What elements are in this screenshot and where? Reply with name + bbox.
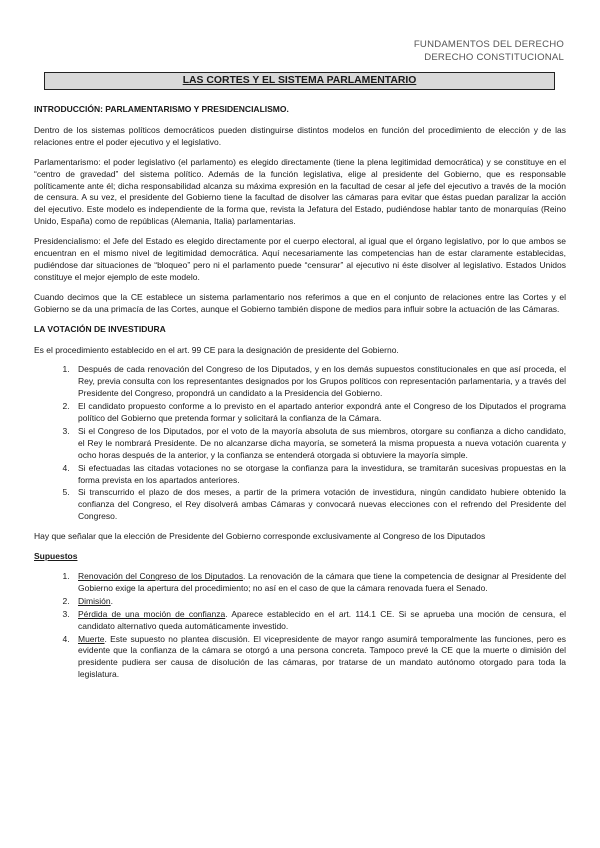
supuestos-list (34, 571, 566, 681)
supuesto-term: Renovación del Congreso de los Diputados (78, 571, 243, 581)
list-item (72, 609, 566, 633)
document-body (34, 104, 566, 689)
list-item: 1. Después de cada renovación del Congreso de los Diputados, y en los demás supuestos constitucionales en que así proceda, el Rey, previa consulta con los representantes designados por los Grupos políticos con representación parlamentaria, y a través del Presidente del Congreso, propondrá un candidato a la Presidencia del Gobierno. (72, 364, 566, 400)
supuestos-heading: Supuestos (34, 551, 78, 562)
list-item (72, 634, 566, 682)
investidura-heading: LA VOTACIÓN DE INVESTIDURA (34, 323, 166, 334)
presidencialismo-paragraph: Presidencialismo: el Jefe del Estado es elegido directamente por el cuerpo electoral, al igual que el órgano legislativo, por lo que ambos se encuentran en el mismo nivel de legitimidad democrática. Aquí necesariamente las competencias han de estar claramente establecidas, pudiéndose dar situaciones de “bloqueo” pero ni el parlamento puede “censurar” al ejecutivo ni éste disolver al legislativo. Estados Unidos constituye el mejor ejemplo de este modelo. (34, 236, 566, 282)
supuesto-text: . Aparece establecido en el art. 114.1 CE. Si se aprueba una moción de censura, el candidato alternativo queda automáticamente investido. (78, 608, 567, 631)
investidura-lead: Es el procedimiento establecido en el art. 99 CE para la designación de presidente del Gobierno. (34, 344, 399, 355)
running-header (414, 39, 564, 64)
supuesto-text: . La renovación de la cámara que tiene la competencia de designar al Presidente del Gobierno exige la apertura del procedimiento; no así en el caso de que la cámara renovada fuera el Senado. (78, 571, 566, 593)
page-title-box (44, 72, 555, 90)
intro-heading: INTRODUCCIÓN: PARLAMENTARISMO Y PRESIDENCIALISMO. (34, 104, 289, 114)
supuesto-term: Pérdida de una moción de confianza (78, 608, 226, 619)
header-subject: FUNDAMENTOS DEL DERECHO (413, 39, 564, 50)
supuesto-term: Dimisión (78, 595, 111, 606)
list-item: 5. Si transcurrido el plazo de dos meses, a partir de la primera votación de investidura, ningún candidato hubiere obtenido la confianza del Congreso, el Rey disolverá ambas Cámaras y convocará nuevas elecciones con el refrendo del Presidente del Congreso. (72, 487, 566, 523)
intro-paragraph: Dentro de los sistemas políticos democráticos pueden distinguirse distintos modelos en función del procedimiento de elección y de las relaciones entre el poder ejecutivo y el legislativo. (34, 124, 566, 147)
list-item: 4. Si efectuadas las citadas votaciones no se otorgase la confianza para la investidura, se tramitarán sucesivas propuestas en la forma prevista en los apartados anteriores. (72, 463, 566, 487)
list-item (72, 571, 566, 595)
list-item (72, 596, 566, 608)
list-item: 2. El candidato propuesto conforme a lo previsto en el apartado anterior expondrá ante el Congreso de los Diputados el programa político del Gobierno que pretenda formar y solicitará la confianza de la Cámara. (72, 401, 566, 425)
investidura-steps (34, 364, 566, 523)
investidura-closing: Hay que señalar que la elección de Presidente del Gobierno corresponde exclusivamente al Congreso de los Diputados (34, 531, 486, 542)
ce-paragraph: Cuando decimos que la CE establece un sistema parlamentario nos referimos a que en el conjunto de relaciones entre las Cortes y el Gobierno se da una primacía de las Cortes, aunque el Gobierno también dispone de medios para influir sobre la actuación de las Cámaras. (34, 291, 566, 314)
header-course: DERECHO CONSTITUCIONAL (424, 51, 564, 63)
page-title: LAS CORTES Y EL SISTEMA PARLAMENTARIO (182, 75, 417, 86)
list-item: 3. Si el Congreso de los Diputados, por el voto de la mayoría absoluta de sus miembros, otorgare su confianza a dicho candidato, el Rey le nombrará Presidente. De no alcanzarse dicha mayoría, se someterá la misma propuesta a nueva votación cuarenta y ocho horas después de la anterior, y la confianza se entenderá otorgada si obtuviere la mayoría simple. (72, 426, 566, 462)
supuesto-text: . (110, 595, 113, 606)
supuesto-text: . Este supuesto no plantea discusión. El vicepresidente de mayor rango asumirá temporalmente las funciones, pero es evidente que la confianza de la cámara se otorgó a una persona concreta. Tampoco prevé la CE que la muerte o dimisión del presidente pudiera ser causa de disolución de las cámaras, por tratarse de un mandato autónomo otorgado para toda la legislatura. (78, 633, 566, 680)
parlamentarismo-paragraph: Parlamentarismo: el poder legislativo (el parlamento) es elegido directamente (tiene la plena legitimidad democrática) y se constituye en el “centro de gravedad” del sistema político. Además de la función legislativa, elige al presidente del Gobierno, que es responsable políticamente ante él; dicha responsabilidad alcanza su máxima expresión en la facultad de cesar al jefe del ejecutivo a través de la moción de censura. A su vez, el presidente del Gobierno tiene la facultad de disolver las cámaras para evitar que éstas puedan paralizar la acción del ejecutivo. Este modelo es independiente de la forma que, revista la Jefatura del Estado, pudiéndose hablar tanto de monarquías (Reino Unido, España) como de repúblicas (Alemania, Italia) parlamentarias. (34, 156, 566, 227)
supuesto-term: Muerte (78, 633, 105, 644)
